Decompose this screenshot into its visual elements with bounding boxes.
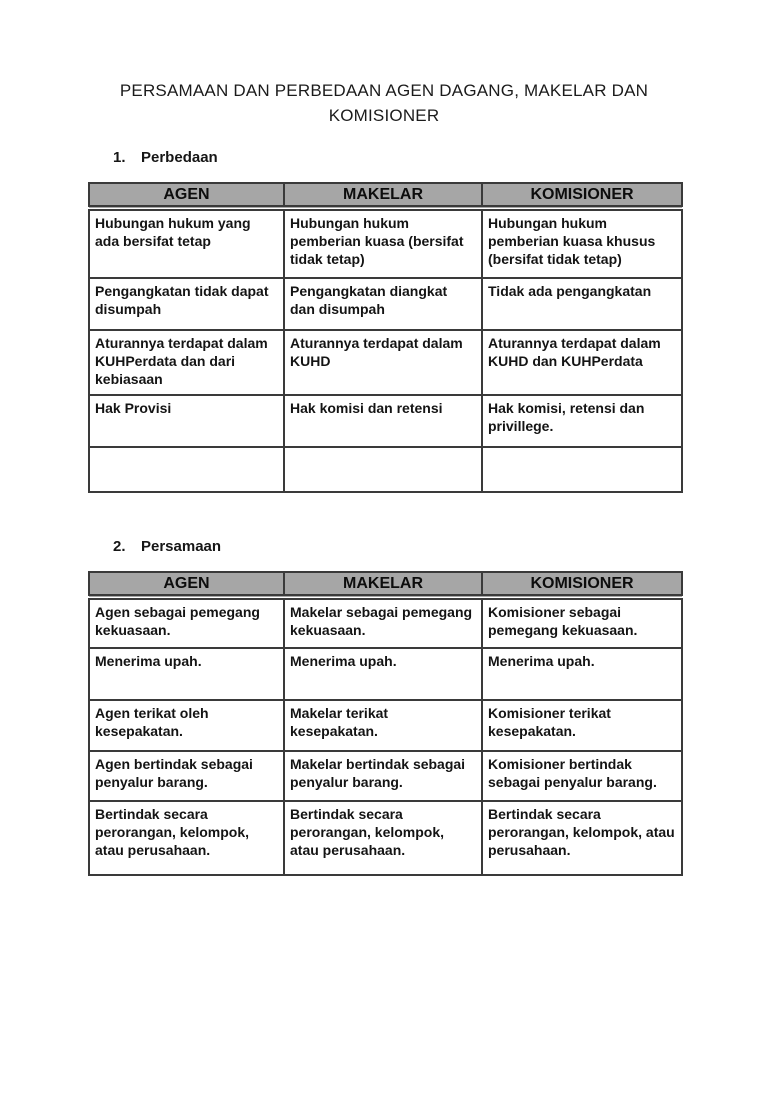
table-cell: Pengangkatan diangkat dan disumpah [284,278,482,330]
section-number: 1. [113,149,126,166]
table-cell: Agen bertindak sebagai penyalur barang. [89,751,284,801]
comparison-table [88,182,683,493]
table-cell: Hak komisi dan retensi [284,395,482,447]
column-header: AGEN [89,572,284,597]
table-row [89,447,682,492]
section-number: 2. [113,538,126,555]
table-row [89,208,682,278]
table-cell: Hubungan hukum pemberian kuasa (bersifat tidak tetap) [284,208,482,278]
column-header: AGEN [89,183,284,208]
table-cell: Bertindak secara perorangan, kelompok, atau perusahaan. [482,801,682,875]
page-title-line-1: PERSAMAAN DAN PERBEDAAN AGEN DAGANG, MAKELAR DAN [119,81,649,100]
column-header: MAKELAR [284,572,482,597]
table-cell [482,447,682,492]
table-cell: Hubungan hukum yang ada bersifat tetap [89,208,284,278]
comparison-table [88,571,683,876]
section-heading: Perbedaan [141,149,218,166]
table-row [89,278,682,330]
document-body [0,149,768,876]
table-cell: Bertindak secara perorangan, kelompok, atau perusahaan. [89,801,284,875]
page-title [60,78,708,128]
table-cell: Aturannya terdapat dalam KUHD dan KUHPerdata [482,330,682,395]
document-section [0,538,768,876]
table-cell: Menerima upah. [482,648,682,700]
table-row [89,648,682,700]
table-cell: Komisioner sebagai pemegang kekuasaan. [482,597,682,648]
table-row [89,395,682,447]
table-row [89,330,682,395]
table-cell: Komisioner terikat kesepakatan. [482,700,682,751]
section-heading: Persamaan [141,538,222,555]
page-title-line-2: KOMISIONER [328,106,440,125]
table-cell [89,447,284,492]
document-page [0,78,768,1102]
column-header: KOMISIONER [482,572,682,597]
table-cell: Hak komisi, retensi dan privillege. [482,395,682,447]
table-header-row [89,572,682,597]
table-cell: Aturannya terdapat dalam KUHD [284,330,482,395]
table-cell: Agen terikat oleh kesepakatan. [89,700,284,751]
table-cell: Agen sebagai pemegang kekuasaan. [89,597,284,648]
table-header-row [89,183,682,208]
table-row [89,751,682,801]
table-cell: Hubungan hukum pemberian kuasa khusus (bersifat tidak tetap) [482,208,682,278]
section-heading-row [113,149,768,166]
table-cell [284,447,482,492]
table-row [89,801,682,875]
table-cell: Aturannya terdapat dalam KUHPerdata dan dari kebiasaan [89,330,284,395]
table-cell: Makelar terikat kesepakatan. [284,700,482,751]
table-cell: Makelar bertindak sebagai penyalur barang. [284,751,482,801]
table-cell: Bertindak secara perorangan, kelompok, atau perusahaan. [284,801,482,875]
table-row [89,700,682,751]
table-row [89,597,682,648]
table-cell: Menerima upah. [284,648,482,700]
document-section [0,149,768,493]
table-cell: Komisioner bertindak sebagai penyalur barang. [482,751,682,801]
table-cell: Menerima upah. [89,648,284,700]
column-header: KOMISIONER [482,183,682,208]
table-cell: Pengangkatan tidak dapat disumpah [89,278,284,330]
section-heading-row [113,538,768,555]
table-cell: Makelar sebagai pemegang kekuasaan. [284,597,482,648]
table-cell: Hak Provisi [89,395,284,447]
table-cell: Tidak ada pengangkatan [482,278,682,330]
column-header: MAKELAR [284,183,482,208]
